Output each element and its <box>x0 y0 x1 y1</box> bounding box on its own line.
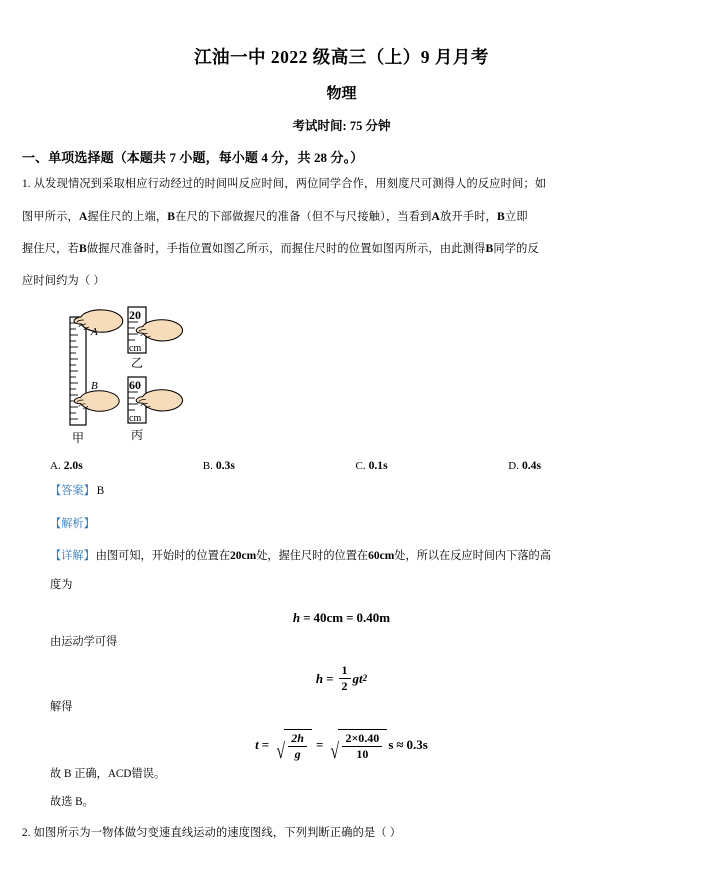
formula-kinematics <box>22 664 661 692</box>
q1-l2-label-b1: B <box>167 209 176 223</box>
formula-kin-denominator: 2 <box>341 678 348 693</box>
answer-line <box>22 478 661 505</box>
q1-l2-part-a: 图甲所示， <box>22 210 79 223</box>
option-b-value: 0.3s <box>215 459 235 472</box>
reading-yi: 20 <box>129 308 141 322</box>
question-1-line-4: 应时间约为（ ） <box>22 274 105 287</box>
radical-sign-2: √ <box>330 738 340 764</box>
figure-panel-bing <box>128 377 183 442</box>
figure-caption-yi: 乙 <box>130 356 144 370</box>
formula-kin-exponent: 2 <box>362 672 368 683</box>
formula-t-sqrt-2 <box>327 729 387 764</box>
exam-duration: 考试时间: 75 分钟 <box>292 119 391 134</box>
q1-l2-label-a2: A <box>431 209 441 223</box>
question-2-text: 2. 如图所示为一物体做匀变速直线运动的速度图线，下列判断正确的是（ ） <box>22 827 402 840</box>
formula-h-eq2: = <box>346 610 354 626</box>
answer-value: B <box>96 485 105 497</box>
q1-l3-label-b2: B <box>485 242 494 256</box>
question-1-line-2 <box>22 203 661 231</box>
formula-kin-numerator: 1 <box>339 664 351 679</box>
formula-h-value-m: 0.40m <box>356 610 391 626</box>
analysis-line <box>22 511 661 538</box>
option-c-letter: C. <box>355 460 366 472</box>
q1-l2-part-i: 立即 <box>504 210 528 223</box>
formula-t-numerator-1: 2h <box>288 732 307 747</box>
formula-time-expression <box>255 729 428 764</box>
option-a-letter: A. <box>50 460 61 472</box>
formula-height-expression <box>293 611 390 624</box>
figure-panel-yi <box>128 307 183 370</box>
formula-kin-g: g <box>352 670 360 686</box>
q1-l2-part-g: 放开手时， <box>440 210 498 223</box>
detail-paragraph <box>22 542 661 570</box>
formula-t-fraction-1 <box>288 732 307 760</box>
q1-l2-label-a1: A <box>78 209 88 223</box>
detail-part-a: 由图可知，开始时的位置在 <box>95 549 231 562</box>
question-1-options <box>22 459 661 472</box>
choose-line: 故选 B。 <box>50 796 94 809</box>
formula-t-eq1: = <box>261 737 270 753</box>
radical-sign-1: √ <box>276 738 286 764</box>
formula-kinematics-expression <box>316 664 367 692</box>
radicand-2 <box>338 729 387 760</box>
detail-value-start: 20cm <box>230 549 257 562</box>
q1-l2-part-e: 在尺的下部做握尺的准备（但不与尺接触），当看到 <box>175 210 432 223</box>
question-1-line-3 <box>22 235 661 263</box>
formula-height <box>22 609 661 627</box>
q1-l2-label-b2: B <box>497 209 505 223</box>
detail-paragraph-cont: 度为 <box>50 579 73 592</box>
formula-time <box>22 729 661 764</box>
conclusion-line <box>22 760 661 788</box>
option-d[interactable] <box>508 459 661 472</box>
formula-kin-eq: = <box>326 670 334 686</box>
formula-t-denominator-1: g <box>294 746 301 761</box>
radicand-1 <box>284 729 312 760</box>
figure-caption-bing: 丙 <box>130 428 144 442</box>
option-c[interactable] <box>356 459 509 472</box>
detail-tag: 【详解】 <box>50 549 95 562</box>
figure-label-a: A <box>91 326 98 338</box>
detail-part-e: 处，所以在反应时间内下落的高 <box>394 549 551 562</box>
conclusion-wrong-options: ACD <box>107 768 132 781</box>
formula-t-symbol: t <box>255 737 259 753</box>
formula-t-numerator-2: 2×0.40 <box>342 732 382 747</box>
figure-panel-jia <box>70 310 123 445</box>
unit-yi: cm <box>129 343 142 354</box>
figure-caption-jia: 甲 <box>71 431 85 445</box>
option-b-letter: B. <box>202 460 213 472</box>
analysis-tag: 【解析】 <box>50 517 95 530</box>
conclusion-part-a: 故 B 正确， <box>50 768 108 781</box>
option-a-value: 2.0s <box>63 459 83 472</box>
formula-t-denominator-2: 10 <box>356 746 369 761</box>
conclusion-part-c: 错误。 <box>131 768 166 781</box>
section-heading: 一、单项选择题（本题共 7 小题，每小题 4 分，共 28 分。） <box>22 149 364 165</box>
formula-kin-fraction <box>339 664 351 692</box>
formula-t-fraction-2 <box>342 732 382 760</box>
question-1-figure <box>22 301 661 449</box>
subject-title: 物理 <box>326 86 357 103</box>
formula-h-symbol: h <box>292 610 301 626</box>
question-1-line-1: 1. 从发现情况到采取相应行动经过的时间叫反应时间，两位同学合作，用刻度尺可测得人的反应时间；如 <box>22 178 547 191</box>
unit-bing: cm <box>129 413 142 424</box>
formula-t-eq2: = <box>315 737 324 753</box>
q1-l3-part-a: 握住尺，若 <box>22 243 79 256</box>
option-b[interactable] <box>203 459 356 472</box>
q1-l3-part-c: 做握尺准备时，手指位置如图乙所示，而握住尺时的位置如图丙所示，由此测得 <box>86 243 486 256</box>
reading-bing: 60 <box>129 378 141 392</box>
ruler-experiment-figure <box>52 301 192 449</box>
answer-tag: 【答案】 <box>50 485 95 497</box>
formula-t-approx: ≈ <box>396 737 404 753</box>
option-d-value: 0.4s <box>521 459 541 472</box>
option-d-letter: D. <box>508 460 519 472</box>
formula-h-value-cm: 40cm <box>313 610 344 626</box>
detail-part-c: 处，握住尺时的位置在 <box>256 549 369 562</box>
option-a[interactable] <box>50 459 203 472</box>
q1-l3-label-b1: B <box>78 242 87 256</box>
formula-kin-t: t <box>359 670 363 686</box>
q1-l3-part-e: 同学的反 <box>493 243 539 256</box>
q1-l2-part-c: 握住尺的上端， <box>87 210 168 223</box>
detail-value-end: 60cm <box>368 549 395 562</box>
formula-h-eq1: = <box>303 610 311 626</box>
solve-text: 解得 <box>50 701 73 714</box>
page-title: 江油一中 2022 级高三（上）9 月月考 <box>194 47 489 67</box>
figure-label-b: B <box>91 380 98 392</box>
formula-t-sqrt-1 <box>273 729 312 764</box>
formula-t-unit: s <box>388 737 394 753</box>
option-c-value: 0.1s <box>368 459 388 472</box>
kinematics-text: 由运动学可得 <box>50 636 118 649</box>
formula-kin-h: h <box>315 670 324 686</box>
formula-t-result: 0.3s <box>406 737 428 753</box>
